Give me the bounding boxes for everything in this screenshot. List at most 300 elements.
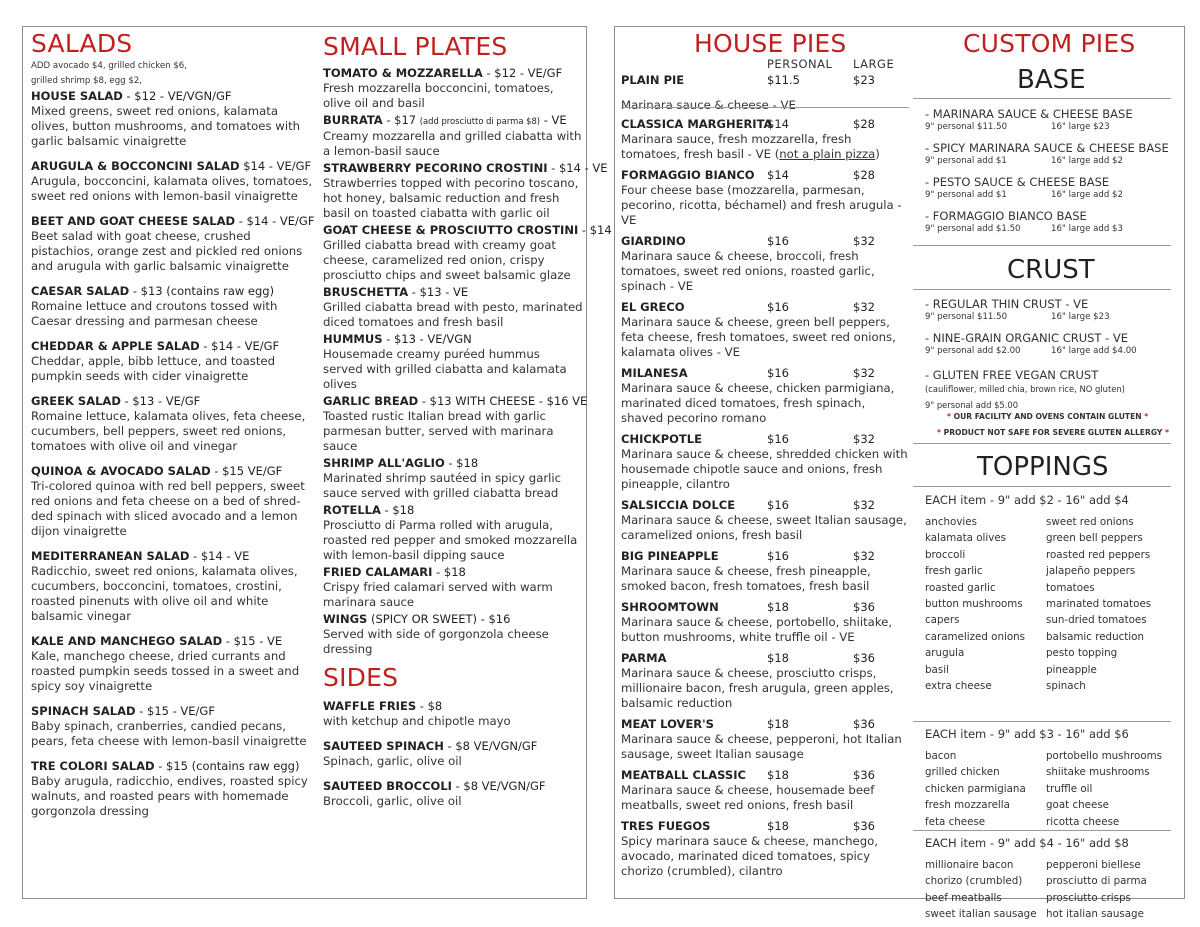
pie-row — [621, 651, 911, 666]
item-title: GOAT CHEESE & PROSCIUTTO CROSTINI — [323, 223, 579, 237]
pie-personal-price: $16 — [767, 300, 789, 314]
pie-description — [621, 783, 911, 813]
base-option — [925, 107, 1175, 133]
base-option — [925, 175, 1175, 201]
pie-item — [621, 117, 911, 162]
pie-description — [621, 732, 911, 762]
topping-item: grilled chicken — [925, 766, 1000, 779]
pie-desc-text: Marinara sauce & cheese, sweet Italian sausage, caramelized onions, fresh basil — [621, 513, 907, 542]
pie-large-price: $36 — [853, 717, 875, 731]
item-description: with ketchup and chipotle mayo — [323, 714, 511, 728]
base-option-prices — [925, 224, 1175, 235]
item-price: - $13 - VE — [408, 285, 469, 299]
item-price: - $14 - VE/GF — [199, 339, 280, 353]
item-name — [31, 339, 316, 354]
pie-desc-text: Marinara sauce & cheese, portobello, shiitake, button mushrooms, white truffle oil - VE — [621, 615, 893, 644]
base-option-prices — [925, 190, 1175, 201]
pie-row — [621, 600, 911, 615]
item-name — [323, 113, 583, 129]
pie-item — [621, 432, 911, 492]
topping-item: beef meatballs — [925, 891, 1002, 904]
menu-item — [31, 339, 316, 384]
topping-item: capers — [925, 614, 960, 627]
item-description: Grilled ciabatta bread with pesto, marinated diced tomatoes and fresh basil — [323, 300, 583, 329]
item-description: Prosciutto di Parma rolled with arugula, roasted red pepper and smoked mozzarella with lemon-basil dipping sauce — [323, 518, 578, 562]
pie-spacer — [621, 88, 911, 98]
topping-item: ricotta cheese — [1046, 815, 1120, 828]
pie-item — [621, 549, 911, 594]
topping-item: extra cheese — [925, 680, 992, 693]
topping-item: portobello mushrooms — [1046, 750, 1163, 762]
menu-item — [31, 464, 316, 539]
pie-item — [621, 498, 911, 543]
item-price: - $13 - VE/GF — [120, 394, 201, 408]
toppings-top-divider — [913, 443, 1171, 444]
topping-item: truffle oil — [1046, 782, 1093, 795]
small-plates-list — [323, 66, 612, 657]
item-title: SPINACH SALAD — [31, 704, 136, 718]
menu-item — [323, 699, 583, 729]
col-large-header: LARGE — [853, 57, 895, 71]
pie-desc-text: Four cheese base (mozzarella, parmesan, pecorino, ricotta, béchamel) and fresh arugula - VE — [621, 183, 902, 227]
pie-name: PLAIN PIE — [621, 73, 685, 87]
topping-item: green bell peppers — [1046, 532, 1143, 545]
pie-personal-price: $11.5 — [767, 73, 800, 87]
pie-large-price: $32 — [853, 549, 875, 563]
topping-item: bacon — [925, 750, 957, 762]
pie-personal-price: $18 — [767, 819, 789, 833]
item-description: Marinated shrimp sautéed in spicy garlic sauce served with grilled ciabatta bread — [323, 471, 562, 500]
pie-desc-text: Marinara sauce & cheese, green bell peppers, feta cheese, fresh tomatoes, sweet red onions, kalamata olives - VE — [621, 315, 896, 359]
topping-item: spinach — [1046, 680, 1086, 693]
item-title: ARUGULA & BOCCONCINI SALAD — [31, 159, 240, 173]
sides-title: SIDES — [323, 663, 399, 692]
menu-item — [323, 456, 583, 501]
pie-description — [621, 513, 911, 543]
item-price: (SPICY OR SWEET) - $16 — [367, 612, 511, 626]
base-option-name: - MARINARA SAUCE & CHEESE BASE — [925, 107, 1133, 121]
base-option — [925, 297, 1175, 323]
menu-item — [323, 394, 588, 454]
toppings-column — [1046, 857, 1147, 923]
pie-large-price: $32 — [853, 432, 875, 446]
pie-desc-text: Marinara sauce & cheese, housemade beef meatballs, sweet red onions, fresh basil — [621, 783, 875, 812]
item-price: - $15 - VE/GF — [135, 704, 215, 718]
item-description: Romaine lettuce, kalamata olives, feta cheese, cucumbers, bell peppers, sweet red onions, tomatoes with olive oil and vinegar — [31, 409, 306, 453]
pie-desc-text: Marinara sauce & cheese, chicken parmigiana, marinated diced tomatoes, fresh spinach, shaved pecorino romano — [621, 381, 895, 425]
base-option — [925, 331, 1175, 357]
item-title: QUINOA & AVOCADO SALAD — [31, 464, 211, 478]
item-name — [323, 161, 608, 176]
item-title: GREEK SALAD — [31, 394, 121, 408]
item-title: CHEDDAR & APPLE SALAD — [31, 339, 200, 353]
base-personal-price: 9" personal $11.50 — [925, 122, 1008, 132]
topping-item: anchovies — [925, 516, 977, 528]
base-option-prices — [925, 156, 1175, 167]
crust-title: CRUST — [1007, 255, 1095, 285]
topping-item: chorizo (crumbled) — [925, 875, 1023, 888]
topping-item: roasted garlic — [925, 581, 996, 594]
pie-desc-text: Marinara sauce & cheese - VE — [621, 98, 796, 112]
pie-name: SHROOMTOWN — [621, 600, 719, 614]
base-option-name: - FORMAGGIO BIANCO BASE — [925, 209, 1087, 223]
item-title: WINGS — [323, 612, 368, 626]
pie-large-price: $23 — [853, 73, 875, 87]
pie-item — [621, 717, 911, 762]
item-name — [323, 394, 588, 409]
pie-personal-price: $14 — [767, 168, 789, 182]
item-name — [31, 89, 316, 104]
item-price: - $17 — [382, 113, 420, 127]
salad-list — [31, 89, 316, 819]
pie-personal-price: $18 — [767, 717, 789, 731]
pie-personal-price: $16 — [767, 498, 789, 512]
pie-description — [621, 98, 911, 113]
item-title: HUMMUS — [323, 332, 383, 346]
item-name — [323, 739, 583, 754]
pie-name: MILANESA — [621, 366, 688, 380]
item-name — [323, 456, 583, 471]
topping-item: sun-dried tomatoes — [1046, 614, 1147, 627]
topping-item: pesto topping — [1046, 647, 1118, 660]
item-title: ROTELLA — [323, 503, 381, 517]
pie-item — [621, 300, 911, 360]
pie-row — [621, 432, 911, 447]
base-divider — [913, 98, 1171, 99]
pie-name: GIARDINO — [621, 234, 686, 248]
item-description: Spinach, garlic, olive oil — [323, 754, 462, 768]
item-description: Arugula, bocconcini, kalamata olives, tomatoes, sweet red onions with lemon-basil vinaigrette — [31, 174, 313, 203]
toppings-column — [925, 514, 1025, 694]
small-plates-title: SMALL PLATES — [323, 32, 508, 61]
item-description: Creamy mozzarella and grilled ciabatta with a lemon-basil sauce — [323, 129, 582, 158]
pie-description — [621, 381, 911, 426]
pie-row — [621, 168, 911, 183]
base-personal-price: 9" personal $11.50 — [925, 312, 1008, 322]
base-list — [925, 107, 1175, 243]
pie-row — [621, 498, 911, 513]
item-price: - $13 - VE/VGN — [382, 332, 472, 346]
pie-desc-text: Spicy marinara sauce & cheese, manchego, avocado, marinated diced tomatoes, spicy chorizo (crumbled), cilantro — [621, 834, 878, 878]
crust-divider — [913, 289, 1171, 290]
base-option — [925, 209, 1175, 235]
pie-name: SALSICCIA DOLCE — [621, 498, 736, 512]
topping-item: tomatoes — [1046, 581, 1095, 594]
pie-large-price: $32 — [853, 366, 875, 380]
base-large-price: 16" large add $3 — [1051, 224, 1123, 234]
pie-desc-text: Marinara sauce & cheese, fresh pineapple, smoked bacon, fresh tomatoes, fresh basil — [621, 564, 871, 593]
menu-item — [323, 66, 583, 111]
item-price: - $15 - VE — [222, 634, 283, 648]
item-name — [31, 159, 316, 174]
pie-large-price: $36 — [853, 600, 875, 614]
item-name — [323, 285, 583, 300]
pie-desc-text: Marinara sauce & cheese, pepperoni, hot Italian sausage, sweet Italian sausage — [621, 732, 902, 761]
menu-item — [323, 161, 608, 221]
item-title: BEET AND GOAT CHEESE SALAD — [31, 214, 236, 228]
item-title: CAESAR SALAD — [31, 284, 130, 298]
pie-description — [621, 183, 911, 228]
topping-item: prosciutto crisps — [1046, 891, 1131, 904]
salads-add-note-2: grilled shrimp $8, egg $2, — [31, 76, 143, 86]
item-price: - $8 VE/VGN/GF — [451, 779, 546, 793]
item-price: - $13 (contains raw egg) — [129, 284, 275, 298]
item-title: SHRIMP ALL'AGLIO — [323, 456, 445, 470]
item-title: MEDITERRANEAN SALAD — [31, 549, 190, 563]
topping-item: sweet italian sausage — [925, 908, 1037, 921]
item-name — [323, 612, 583, 627]
item-name — [323, 779, 583, 794]
pie-row — [621, 234, 911, 249]
menu-item — [31, 89, 316, 149]
custom-pies-title: CUSTOM PIES — [963, 29, 1136, 58]
item-price: - $8 — [416, 699, 443, 713]
base-large-price: 16" large add $2 — [1051, 190, 1123, 200]
item-description: Baby arugula, radicchio, endives, roasted spicy walnuts, and roasted pears with homemade gorgonzola dressing — [31, 774, 308, 818]
menu-item — [323, 113, 583, 159]
pie-large-price: $28 — [853, 117, 875, 131]
right-menu-panel — [614, 26, 1185, 921]
topping-item: kalamata olives — [925, 532, 1007, 545]
item-description: Tri-colored quinoa with red bell peppers, sweet red onions and feta cheese on a bed of shred-ded spinach with sliced avocado and a lemon dijon vinaigrette — [31, 479, 305, 538]
item-price: - $12 - VE/GF — [482, 66, 563, 80]
item-description: Cheddar, apple, bibb lettuce, and toasted pumpkin seeds with cider vinaigrette — [31, 354, 276, 383]
item-name — [31, 634, 316, 649]
topping-item: broccoli — [925, 548, 966, 561]
toppings-column — [1046, 514, 1151, 694]
menu-item — [323, 285, 583, 330]
gluten-free-name: - GLUTEN FREE VEGAN CRUST — [925, 368, 1099, 382]
pie-description — [621, 666, 911, 711]
salads-title: SALADS — [31, 29, 133, 58]
topping-item: prosciutto di parma — [1046, 875, 1147, 888]
pie-name: FORMAGGIO BIANCO — [621, 168, 755, 182]
pie-description — [621, 132, 911, 162]
topping-item: feta cheese — [925, 815, 986, 828]
pie-desc-text: Marinara sauce & cheese, prosciutto crisps, millionaire bacon, fresh arugula, green apples, balsamic reduction — [621, 666, 894, 710]
crust-list — [925, 297, 1175, 365]
menu-item — [31, 214, 316, 274]
item-title: HOUSE SALAD — [31, 89, 123, 103]
item-price: - $14 - VE — [189, 549, 250, 563]
topping-item: jalapeño peppers — [1046, 565, 1136, 578]
item-name — [31, 704, 316, 719]
gluten-warning-2: * PRODUCT NOT SAFE FOR SEVERE GLUTEN ALLERGY * — [937, 428, 1170, 437]
item-description: Grilled ciabatta bread with creamy goat cheese, caramelized red onion, crispy prosciutto chips and sweet balsamic glaze — [323, 238, 571, 282]
pie-row — [621, 768, 911, 783]
base-title: BASE — [1017, 65, 1086, 95]
base-large-price: 16" large add $4.00 — [1051, 346, 1137, 356]
item-description: Beet salad with goat cheese, crushed pistachios, orange zest and pickled red onions and arugula with garlic balsamic vinaigrette — [31, 229, 303, 273]
toppings-title: TOPPINGS — [977, 452, 1109, 482]
toppings-group-header: EACH item - 9" add $2 - 16" add $4 — [925, 493, 1129, 507]
item-name — [31, 759, 316, 774]
base-option-prices — [925, 312, 1175, 323]
item-name — [323, 332, 583, 347]
topping-item: fresh garlic — [925, 565, 983, 578]
pie-description — [621, 447, 911, 492]
pie-personal-price: $16 — [767, 549, 789, 563]
crust-top-divider — [913, 245, 1171, 246]
pie-personal-price: $16 — [767, 432, 789, 446]
pie-row — [621, 117, 911, 132]
pie-description — [621, 615, 911, 645]
pie-name: MEAT LOVER'S — [621, 717, 714, 731]
gluten-warning-1: * OUR FACILITY AND OVENS CONTAIN GLUTEN * — [947, 412, 1149, 421]
toppings-divider — [913, 486, 1171, 487]
pie-item — [621, 234, 911, 294]
item-price: - $14 - VE — [547, 161, 608, 175]
house-pies-title: HOUSE PIES — [694, 29, 847, 58]
menu-item — [31, 159, 316, 204]
pie-item — [621, 366, 911, 426]
menu-item — [323, 332, 583, 392]
item-title: BURRATA — [323, 113, 383, 127]
pie-personal-price: $16 — [767, 366, 789, 380]
item-name — [323, 699, 583, 714]
pie-description — [621, 564, 911, 594]
pie-name: BIG PINEAPPLE — [621, 549, 719, 563]
toppings-group-divider — [913, 721, 1171, 722]
pie-desc-end: ) — [875, 147, 880, 161]
item-title: SAUTEED SPINACH — [323, 739, 444, 753]
item-price: - $18 — [432, 565, 466, 579]
pie-name: TRES FUEGOS — [621, 819, 711, 833]
pie-large-price: $36 — [853, 768, 875, 782]
topping-item: roasted red peppers — [1046, 548, 1151, 561]
item-title: STRAWBERRY PECORINO CROSTINI — [323, 161, 548, 175]
item-name — [31, 394, 316, 409]
pie-large-price: $28 — [853, 168, 875, 182]
topping-item: hot italian sausage — [1046, 908, 1144, 921]
topping-item: marinated tomatoes — [1046, 598, 1152, 611]
topping-item: basil — [925, 663, 949, 676]
item-price: - $8 VE/VGN/GF — [443, 739, 538, 753]
house-pies-list — [621, 73, 911, 885]
pie-personal-price: $18 — [767, 651, 789, 665]
sides-list — [323, 699, 583, 809]
item-name — [31, 284, 316, 299]
menu-item — [323, 565, 583, 610]
topping-item: pepperoni biellese — [1046, 859, 1141, 871]
pie-personal-price: $16 — [767, 234, 789, 248]
pie-row — [621, 366, 911, 381]
topping-item: shiitake mushrooms — [1046, 766, 1150, 779]
pie-item — [621, 768, 911, 813]
plain-pie-divider — [621, 107, 909, 108]
item-title: GARLIC BREAD — [323, 394, 419, 408]
menu-item — [31, 759, 316, 819]
item-price-2: - VE — [540, 113, 567, 127]
pie-item — [621, 168, 911, 228]
item-description: Mixed greens, sweet red onions, kalamata olives, button mushrooms, and tomatoes with garlic balsamic vinaigrette — [31, 104, 301, 148]
item-description: Fresh mozzarella bocconcini, tomatoes, olive oil and basil — [323, 81, 554, 110]
topping-item: chicken parmigiana — [925, 782, 1026, 795]
left-menu-panel — [22, 26, 612, 899]
base-option-prices — [925, 346, 1175, 357]
item-description: Romaine lettuce and croutons tossed with Caesar dressing and parmesan cheese — [31, 299, 278, 328]
menu-item — [323, 739, 583, 769]
item-price: $14 - VE/GF — [239, 159, 312, 173]
pie-personal-price: $14 — [767, 117, 789, 131]
salads-section — [31, 29, 316, 829]
item-description: Baby spinach, cranberries, candied pecans, pears, feta cheese with lemon-basil vinaigrette — [31, 719, 307, 748]
item-note: (add prosciutto di parma $8) — [419, 116, 541, 126]
pie-name: CHICKPOTLE — [621, 432, 702, 446]
item-price: - $15 VE/GF — [210, 464, 283, 478]
menu-item — [31, 549, 316, 624]
pie-item — [621, 600, 911, 645]
toppings-column — [925, 857, 1037, 923]
pie-personal-price: $18 — [767, 600, 789, 614]
pie-large-price: $36 — [853, 819, 875, 833]
toppings-group-header: EACH item - 9" add $3 - 16" add $6 — [925, 727, 1129, 741]
item-name — [323, 66, 583, 81]
menu-item — [323, 612, 583, 657]
item-title: KALE AND MANCHEGO SALAD — [31, 634, 223, 648]
base-large-price: 16" large $23 — [1051, 122, 1110, 132]
pie-large-price: $32 — [853, 300, 875, 314]
pie-description — [621, 315, 911, 360]
pie-item — [621, 819, 911, 879]
item-description: Kale, manchego cheese, dried currants and roasted pumpkin seeds tossed in a sweet and spicy soy vinaigrette — [31, 649, 300, 693]
pie-name: PARMA — [621, 651, 667, 665]
base-large-price: 16" large add $2 — [1051, 156, 1123, 166]
menu-item — [323, 779, 583, 809]
topping-item: arugula — [925, 647, 965, 660]
pie-desc-text: Marinara sauce & cheese, shredded chicken with housemade chipotle sauce and onions, fresh pineapple, cilantro — [621, 447, 908, 491]
item-name — [323, 565, 583, 580]
pie-large-price: $36 — [853, 651, 875, 665]
gluten-free-crust — [925, 368, 1175, 411]
item-title: TRE COLORI SALAD — [31, 759, 155, 773]
item-price: - $14 - VE/GF — [235, 214, 315, 228]
pie-description — [621, 249, 911, 294]
base-personal-price: 9" personal add $1.50 — [925, 224, 1021, 234]
topping-item: fresh mozzarella — [925, 799, 1010, 812]
col-personal-header: PERSONAL — [767, 57, 833, 71]
toppings-group-header: EACH item - 9" add $4 - 16" add $8 — [925, 836, 1129, 850]
pie-desc-text: Marinara sauce & cheese, broccoli, fresh tomatoes, sweet red onions, roasted garlic, spinach - VE — [621, 249, 875, 293]
gluten-free-note: (cauliflower, milled chia, brown rice, NO gluten) — [925, 384, 1125, 394]
pie-large-price: $32 — [853, 498, 875, 512]
small-plates-section — [323, 32, 612, 819]
pie-row — [621, 300, 911, 315]
topping-item: sweet red onions — [1046, 516, 1134, 528]
item-description: Served with side of gorgonzola cheese dressing — [323, 627, 549, 656]
pie-description — [621, 834, 911, 879]
topping-item: balsamic reduction — [1046, 630, 1144, 643]
base-option-name: - PESTO SAUCE & CHEESE BASE — [925, 175, 1110, 189]
gluten-free-price: 9" personal add $5.00 — [925, 400, 1019, 410]
item-description: Crispy fried calamari served with warm marinara sauce — [323, 580, 553, 609]
item-price: - $12 - VE/VGN/GF — [122, 89, 232, 103]
item-name — [323, 503, 583, 518]
base-option-name: - NINE-GRAIN ORGANIC CRUST - VE — [925, 331, 1129, 345]
item-description: Strawberries topped with pecorino toscano, hot honey, balsamic reduction and fresh basil on toasted ciabatta with garlic oil — [323, 176, 579, 220]
item-title: FRIED CALAMARI — [323, 565, 433, 579]
menu-item — [323, 223, 612, 283]
item-description: Toasted rustic Italian bread with garlic parmesan butter, served with marinara sauce — [323, 409, 554, 453]
item-price: - $18 — [380, 503, 415, 517]
pie-row — [621, 717, 911, 732]
menu-item — [31, 704, 316, 749]
item-price: - $15 (contains raw egg) — [154, 759, 300, 773]
salads-add-note: ADD avocado $4, grilled chicken $6, — [31, 61, 188, 71]
topping-item: button mushrooms — [925, 598, 1023, 611]
base-personal-price: 9" personal add $1 — [925, 156, 1007, 166]
pie-desc-text: Marinara sauce, fresh mozzarella, fresh tomatoes, fresh basil - VE ( — [621, 132, 852, 161]
